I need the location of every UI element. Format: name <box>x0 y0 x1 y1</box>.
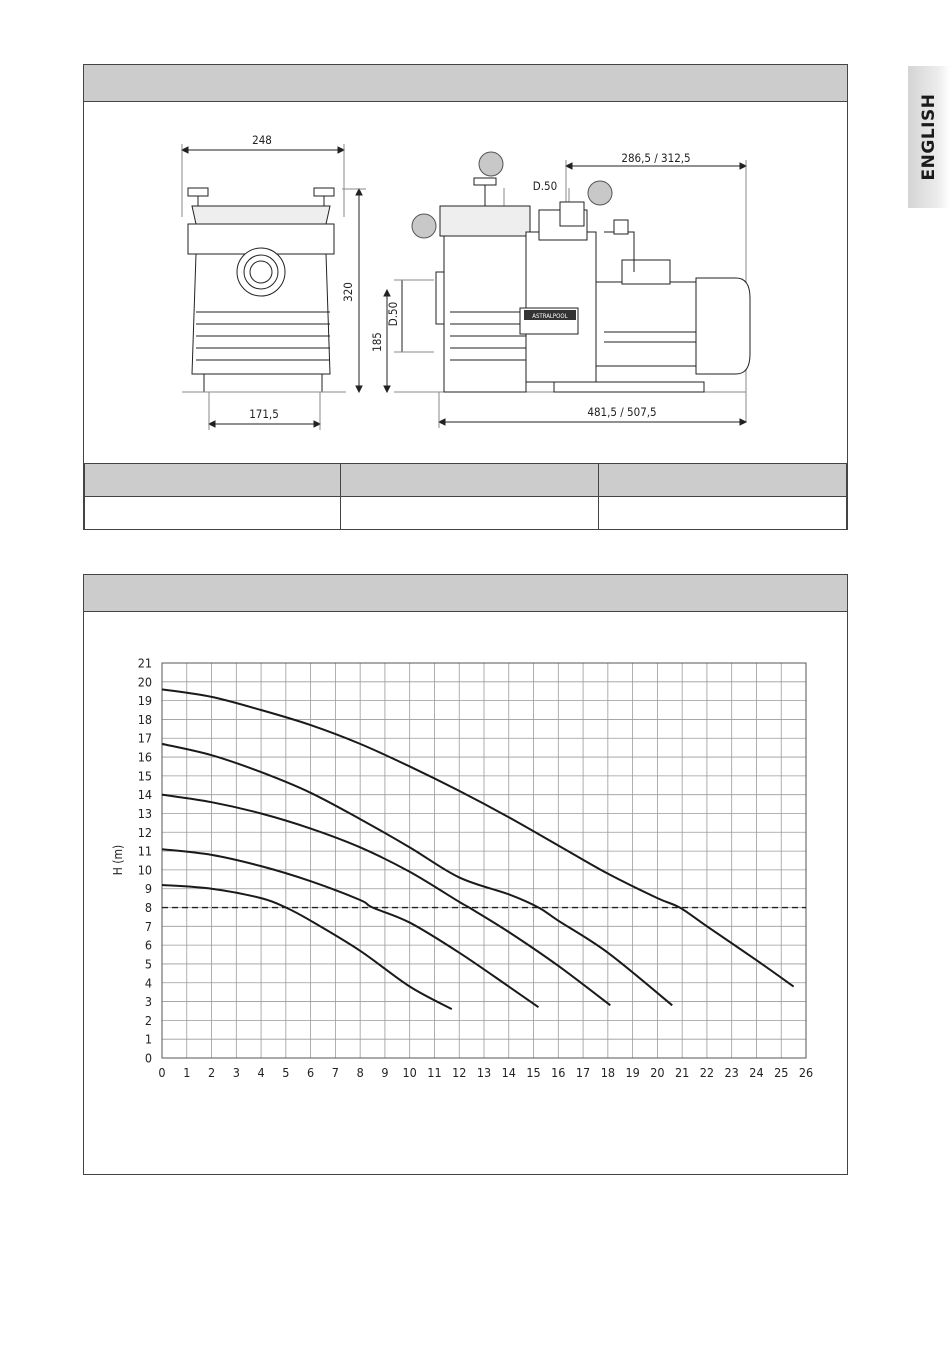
x-tick-label: 2 <box>207 1065 216 1080</box>
dim-motor-length: 286,5 / 312,5 <box>621 151 691 165</box>
dim-axis-height: 185 <box>370 332 384 352</box>
x-tick-label: 6 <box>307 1065 315 1080</box>
x-tick-label: 14 <box>501 1065 516 1080</box>
spec-table-header-cell <box>341 464 599 497</box>
y-tick-label: 12 <box>137 824 152 840</box>
y-tick-label: 20 <box>137 674 152 690</box>
y-tick-label: 15 <box>137 768 152 784</box>
spec-table-cell <box>341 497 599 530</box>
performance-panel <box>83 574 848 1175</box>
y-axis-label: H (m) <box>111 844 125 876</box>
spec-table-header-row <box>85 464 847 497</box>
x-tick-label: 4 <box>257 1065 265 1080</box>
x-tick-label: 21 <box>674 1065 690 1080</box>
y-tick-label: 0 <box>144 1050 152 1066</box>
chart-grid <box>162 663 806 1058</box>
performance-curve <box>162 795 610 1006</box>
y-tick-label: 13 <box>137 805 152 821</box>
y-tick-label: 6 <box>144 937 152 953</box>
y-tick-label: 17 <box>137 730 152 746</box>
y-tick-label: 4 <box>144 975 152 991</box>
spec-table-header-cell <box>85 464 341 497</box>
x-tick-label: 22 <box>699 1065 715 1080</box>
x-tick-label: 23 <box>724 1065 739 1080</box>
x-tick-label: 18 <box>600 1065 616 1080</box>
dim-height-total: 320 <box>341 282 355 302</box>
x-tick-labels <box>158 1065 813 1080</box>
spec-table-header-cell <box>599 464 847 497</box>
x-tick-label: 7 <box>331 1065 339 1080</box>
language-tab[interactable] <box>908 66 950 208</box>
y-tick-label: 21 <box>137 655 152 671</box>
performance-curve <box>162 849 538 1007</box>
pump-dimension-drawing <box>84 102 847 462</box>
chart-curves <box>162 689 794 1009</box>
performance-chart <box>84 612 847 1175</box>
callout-circle <box>588 181 612 205</box>
x-tick-label: 1 <box>183 1065 191 1080</box>
x-tick-label: 20 <box>650 1065 665 1080</box>
x-tick-label: 15 <box>526 1065 541 1080</box>
x-tick-label: 24 <box>749 1065 764 1080</box>
x-tick-label: 3 <box>232 1065 240 1080</box>
x-tick-label: 11 <box>427 1065 442 1080</box>
language-tab-label: ENGLISH <box>919 93 939 181</box>
x-tick-label: 5 <box>282 1065 290 1080</box>
x-tick-label: 13 <box>476 1065 492 1080</box>
x-tick-label: 8 <box>356 1065 364 1080</box>
y-tick-label: 9 <box>144 881 152 897</box>
performance-curve <box>162 885 452 1009</box>
y-tick-label: 8 <box>144 900 152 916</box>
x-tick-label: 16 <box>551 1065 566 1080</box>
spec-table <box>84 463 847 530</box>
y-tick-label: 1 <box>144 1031 152 1047</box>
x-tick-label: 12 <box>452 1065 467 1080</box>
dim-outlet: D.50 <box>532 179 558 193</box>
y-tick-label: 18 <box>137 711 152 727</box>
y-tick-label: 3 <box>144 994 152 1010</box>
callout-circle <box>479 152 503 176</box>
spec-table-cell <box>85 497 341 530</box>
dimensions-panel-header <box>84 65 847 102</box>
y-tick-label: 19 <box>137 693 152 709</box>
dim-total-length: 481,5 / 507,5 <box>587 405 657 419</box>
callout-circle <box>412 214 436 238</box>
brand-logo-text: ASTRALPOOL <box>532 313 568 320</box>
y-tick-label: 10 <box>137 862 152 878</box>
x-tick-label: 0 <box>158 1065 166 1080</box>
y-tick-label: 11 <box>137 843 152 859</box>
x-tick-label: 10 <box>402 1065 417 1080</box>
x-tick-label: 25 <box>774 1065 789 1080</box>
x-tick-label: 9 <box>381 1065 389 1080</box>
spec-table-cell <box>599 497 847 530</box>
performance-panel-header <box>84 575 847 612</box>
spec-table-row <box>85 497 847 530</box>
dim-inlet: D.50 <box>386 301 400 327</box>
performance-curve <box>162 744 672 1005</box>
y-tick-label: 14 <box>137 787 152 803</box>
y-tick-labels <box>138 656 152 1066</box>
y-tick-label: 16 <box>137 749 152 765</box>
x-tick-label: 19 <box>625 1065 640 1080</box>
dimensions-panel <box>83 64 848 530</box>
performance-curve <box>162 689 794 986</box>
y-tick-label: 7 <box>144 918 152 934</box>
x-tick-label: 17 <box>575 1065 591 1080</box>
dim-width-top: 248 <box>252 133 272 147</box>
dim-base-width: 171,5 <box>249 407 279 421</box>
y-tick-label: 5 <box>144 956 152 972</box>
y-tick-label: 2 <box>144 1012 152 1028</box>
x-tick-label: 26 <box>798 1065 814 1080</box>
